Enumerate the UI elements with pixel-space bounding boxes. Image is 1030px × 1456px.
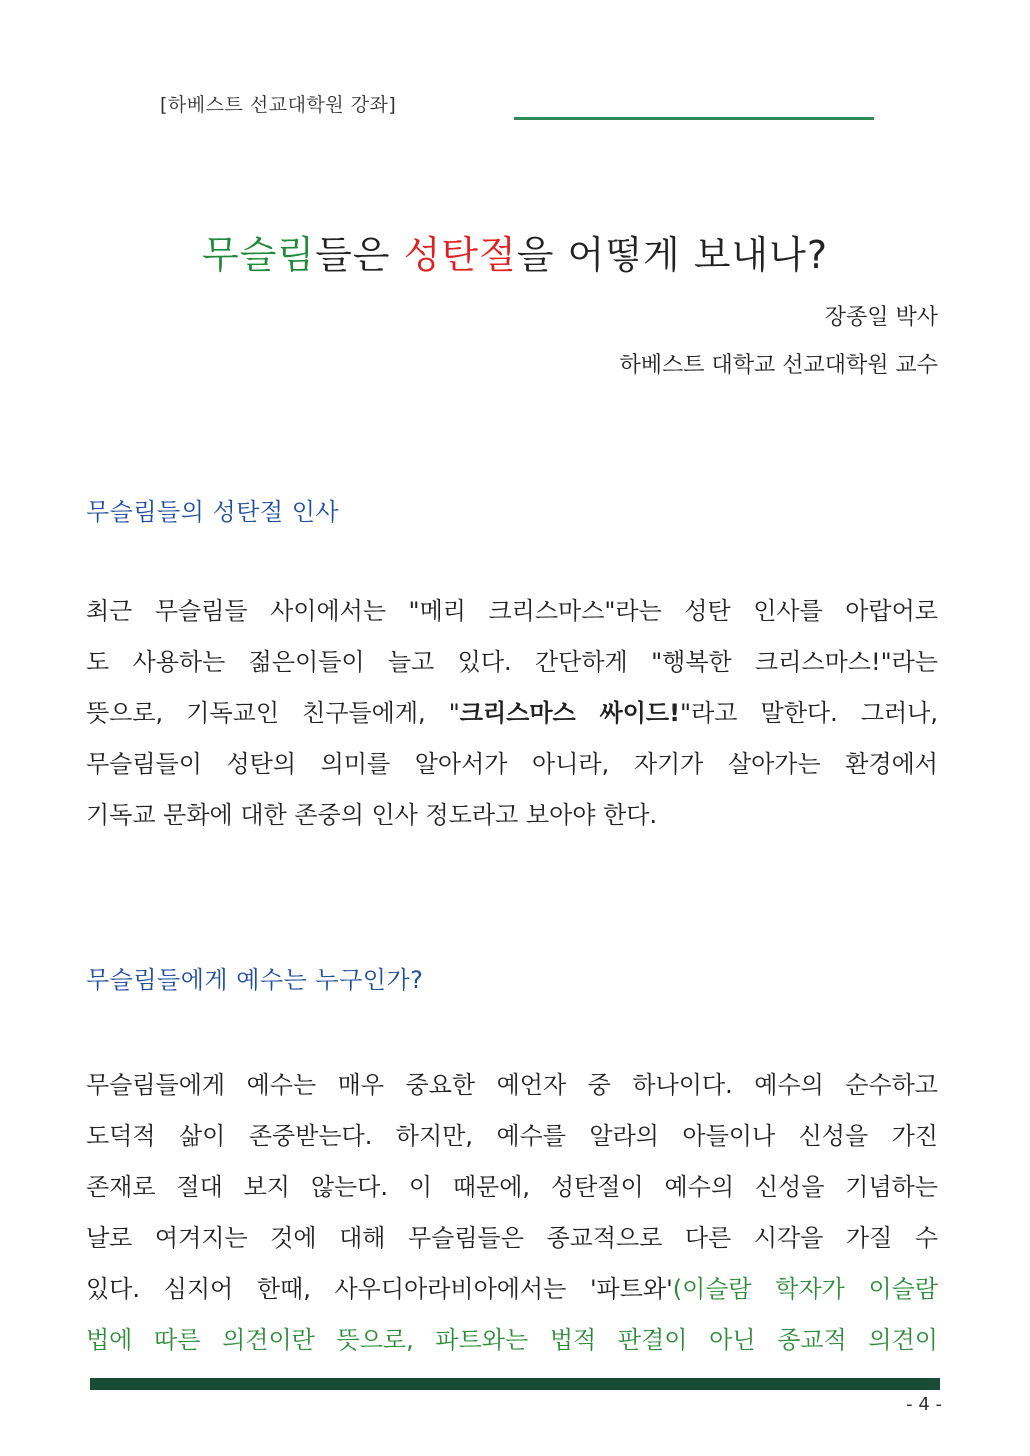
paragraph-line: 도덕적 삶이 존중받는다. 하지만, 예수를 알라의 아들이나 신성을 가진 [86, 1122, 938, 1150]
title-muslims: 무슬림 [201, 233, 316, 277]
text-run: 뜻으로, 기독교인 친구들에게, " [86, 699, 460, 727]
title-text-1: 들은 [315, 233, 404, 277]
paragraph-line [86, 1264, 938, 1315]
paragraph-line: 기독교 문화에 대한 존중의 인사 정도라고 보아야 한다. [86, 801, 658, 829]
section-heading-jesus: 무슬림들에게 예수는 누구인가? [86, 966, 424, 994]
course-label: [하베스트 선교대학원 강좌] [160, 94, 397, 116]
paragraph-line: 법에 따른 의견이란 뜻으로, 파트와는 법적 판결이 아닌 종교적 의견이 [86, 1326, 938, 1354]
author-affiliation: 하베스트 대학교 선교대학원 교수 [619, 353, 938, 378]
green-note: (이슬람 학자가 이슬람 [672, 1275, 939, 1303]
title-text-2: 을 어떻게 보내나? [516, 233, 829, 277]
author-name: 장종일 박사 [824, 305, 938, 330]
title-christmas: 성탄절 [403, 233, 517, 277]
section-heading-greetings: 무슬림들의 성탄절 인사 [86, 498, 340, 526]
footer-bar [90, 1378, 940, 1390]
text-run: 있다. 심지어 한때, 사우디아라비아에서는 '파트와' [86, 1275, 673, 1303]
page-number: - 4 - [906, 1394, 942, 1415]
header-rule [514, 117, 874, 120]
bold-phrase: 크리스마스 싸이드! [459, 699, 681, 727]
paragraph-line: 무슬림들에게 예수는 매우 중요한 예언자 중 하나이다. 예수의 순수하고 [86, 1071, 938, 1099]
paragraph-line: 무슬림들이 성탄의 의미를 알아서가 아니라, 자기가 살아가는 환경에서 [86, 750, 938, 778]
paragraph-line: 최근 무슬림들 사이에서는 "메리 크리스마스"라는 성탄 인사를 아랍어로 [86, 597, 938, 625]
paragraph-greetings [86, 586, 938, 841]
paragraph-line: 날로 여겨지는 것에 대해 무슬림들은 종교적으로 다른 시각을 가질 수 [86, 1224, 938, 1252]
page-title [0, 224, 1030, 279]
paragraph-line [86, 688, 938, 739]
paragraph-line: 존재로 절대 보지 않는다. 이 때문에, 성탄절이 예수의 신성을 기념하는 [86, 1173, 938, 1201]
text-run: "라고 말한다. 그러나, [680, 699, 939, 727]
paragraph-jesus [86, 1060, 938, 1366]
paragraph-line: 도 사용하는 젊은이들이 늘고 있다. 간단하게 "행복한 크리스마스!"라는 [86, 648, 938, 676]
